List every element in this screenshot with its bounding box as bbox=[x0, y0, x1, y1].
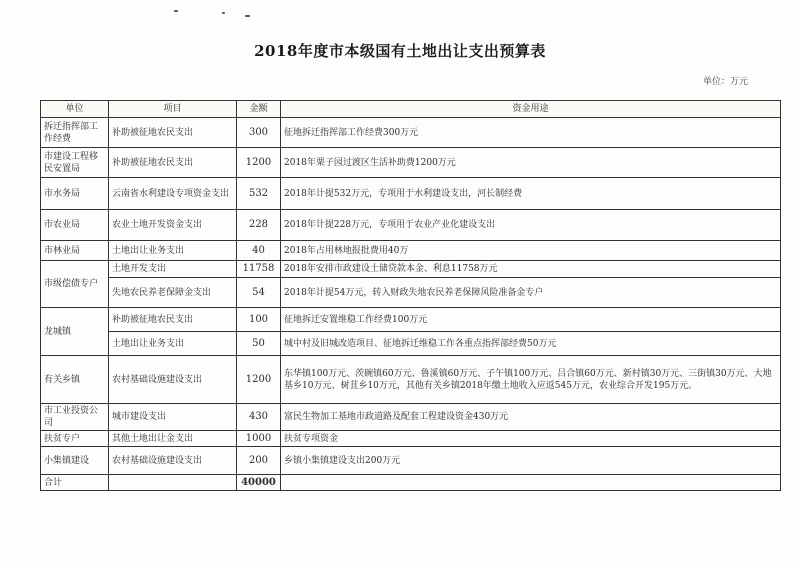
cell-use: 征地拆迁指挥部工作经费300万元 bbox=[281, 118, 781, 148]
cell-project: 土地出让业务支出 bbox=[109, 241, 237, 261]
cell-amount: 228 bbox=[237, 210, 281, 241]
table-row bbox=[41, 431, 781, 447]
cell-unit: 龙城镇 bbox=[41, 308, 109, 356]
cell-unit: 拆迁指挥部工作经费 bbox=[41, 118, 109, 148]
scan-speck bbox=[245, 15, 250, 17]
header-use: 资金用途 bbox=[281, 101, 781, 118]
table-row bbox=[41, 447, 781, 475]
cell-amount: 430 bbox=[237, 404, 281, 431]
cell-unit: 市农业局 bbox=[41, 210, 109, 241]
unit-label: 单位：万元 bbox=[702, 77, 748, 87]
cell-amount: 54 bbox=[237, 278, 281, 308]
cell-project: 农村基础设施建设支出 bbox=[109, 356, 237, 404]
header-row bbox=[41, 101, 781, 118]
table-row bbox=[41, 178, 781, 210]
total-use bbox=[281, 475, 781, 491]
cell-use: 东华镇100万元、茨碗镇60万元、鲁溪镇60万元、子午镇100万元、吕合镇60万元、新村镇30万元、三街镇30万元、大地基乡10万元、树苴乡10万元，其他有关乡镇2018年缴土地收入应返545万元，农业综合开发195万元。 bbox=[281, 356, 781, 404]
cell-use: 2018年计提228万元，专项用于农业产业化建设支出 bbox=[281, 210, 781, 241]
table-row bbox=[41, 241, 781, 261]
cell-unit: 市林业局 bbox=[41, 241, 109, 261]
cell-project: 土地开发支出 bbox=[109, 261, 237, 278]
page-title: 2018年度市本级国有土地出让支出预算表 bbox=[254, 42, 546, 60]
table-row bbox=[41, 261, 781, 278]
total-amount: 40000 bbox=[237, 475, 281, 491]
cell-use: 征地拆迁安置维稳工作经费100万元 bbox=[281, 308, 781, 332]
cell-use: 2018年安排市政建设土储贷款本金、利息11758万元 bbox=[281, 261, 781, 278]
cell-amount: 50 bbox=[237, 332, 281, 356]
table-row bbox=[41, 148, 781, 178]
cell-use: 扶贫专项资金 bbox=[281, 431, 781, 447]
cell-amount: 300 bbox=[237, 118, 281, 148]
header-project: 项目 bbox=[109, 101, 237, 118]
cell-unit: 市建设工程移民安置局 bbox=[41, 148, 109, 178]
cell-unit: 有关乡镇 bbox=[41, 356, 109, 404]
cell-amount: 1200 bbox=[237, 148, 281, 178]
cell-unit: 扶贫专户 bbox=[41, 431, 109, 447]
cell-unit: 市工业投资公司 bbox=[41, 404, 109, 431]
header-amount: 金额 bbox=[237, 101, 281, 118]
total-label: 合计 bbox=[41, 475, 109, 491]
cell-use: 乡镇小集镇建设支出200万元 bbox=[281, 447, 781, 475]
cell-project: 农村基础设施建设支出 bbox=[109, 447, 237, 475]
cell-project: 补助被征地农民支出 bbox=[109, 118, 237, 148]
cell-project: 补助被征地农民支出 bbox=[109, 148, 237, 178]
total-row bbox=[41, 475, 781, 491]
cell-use: 富民生物加工基地市政道路及配套工程建设资金430万元 bbox=[281, 404, 781, 431]
cell-amount: 1000 bbox=[237, 431, 281, 447]
cell-project: 补助被征地农民支出 bbox=[109, 308, 237, 332]
cell-amount: 532 bbox=[237, 178, 281, 210]
cell-unit: 市水务局 bbox=[41, 178, 109, 210]
cell-use: 2018年计提532万元，专项用于水利建设支出，河长制经费 bbox=[281, 178, 781, 210]
cell-amount: 11758 bbox=[237, 261, 281, 278]
cell-use: 城中村及旧城改造项目、征地拆迁维稳工作各重点指挥部经费50万元 bbox=[281, 332, 781, 356]
budget-table bbox=[40, 100, 781, 491]
cell-amount: 100 bbox=[237, 308, 281, 332]
scan-speck bbox=[174, 10, 178, 12]
cell-use: 2018年栗子园过渡区生活补助费1200万元 bbox=[281, 148, 781, 178]
cell-amount: 1200 bbox=[237, 356, 281, 404]
cell-project: 农业土地开发资金支出 bbox=[109, 210, 237, 241]
header-unit: 单位 bbox=[41, 101, 109, 118]
cell-project: 土地出让业务支出 bbox=[109, 332, 237, 356]
cell-project: 云南省水利建设专项资金支出 bbox=[109, 178, 237, 210]
cell-amount: 40 bbox=[237, 241, 281, 261]
scan-speck bbox=[222, 12, 225, 14]
table-row bbox=[41, 210, 781, 241]
cell-unit: 小集镇建设 bbox=[41, 447, 109, 475]
table-row bbox=[41, 332, 781, 356]
cell-unit: 市级偿债专户 bbox=[41, 261, 109, 308]
table-row bbox=[41, 308, 781, 332]
table-row bbox=[41, 404, 781, 431]
cell-project: 失地农民养老保障金支出 bbox=[109, 278, 237, 308]
cell-project: 城市建设支出 bbox=[109, 404, 237, 431]
cell-amount: 200 bbox=[237, 447, 281, 475]
cell-project: 其他土地出让金支出 bbox=[109, 431, 237, 447]
table-row bbox=[41, 356, 781, 404]
cell-use: 2018年计提54万元，转入财政失地农民养老保障风险准备金专户 bbox=[281, 278, 781, 308]
cell-use: 2018年占用林地报批费用40万 bbox=[281, 241, 781, 261]
total-project bbox=[109, 475, 237, 491]
table-row bbox=[41, 278, 781, 308]
table-row bbox=[41, 118, 781, 148]
